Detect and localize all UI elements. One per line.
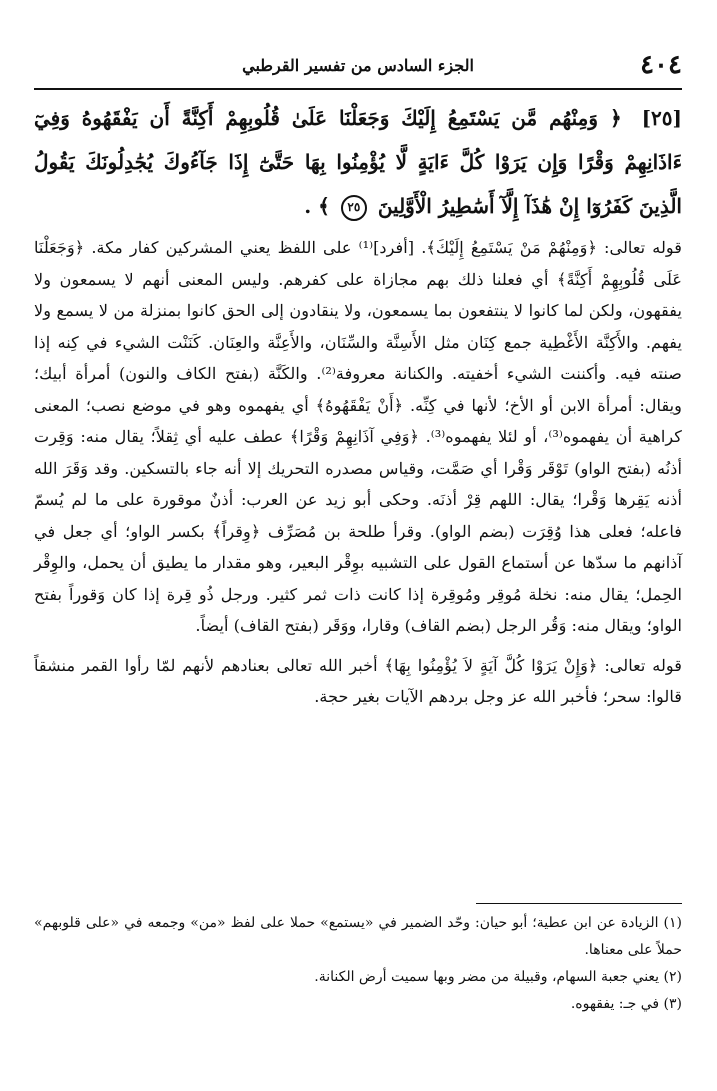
footnotes	[34, 910, 682, 1018]
footnote-divider	[476, 903, 682, 904]
verse-end-marker-icon: ٢٥	[341, 195, 367, 221]
page-number: ٤٠٤	[640, 50, 682, 80]
commentary-paragraph-1: قوله تعالى: ﴿وَمِنْهُمْ مَنْ يَسْتَمِعُ إِلَيْكَ﴾. [أفرد]⁽¹⁾ على اللفظ يعني المشركين كفار مكة. ﴿وَجَعَلْنَا عَلَى قُلُوبِهِمْ أَكِنَّةً﴾ أي فعلنا ذلك بهم مجازاة على كفرهم. وليس المعنى أنهم لا يسمعون ولا يفقهون، ولكن لما كانوا لا ينتفعون بما يسمعون، ولا ينقادون إلى الحق كانوا بمنزلة من لا يسمع ولا يفهم. والأَكِنَّة الأَغْطِية جمع كِنَان مثل الأَسِنَّة والسِّنَان، والأَعِنَّة والعِنَان. كَنَنْت الشيء في كِنه إذا صنته فيه. وأكننت الشيء أخفيته. والكنانة معروفة⁽²⁾. والكَنَّة (بفتح الكاف والنون) أمرأة أبيك؛ ويقال: أمرأة الابن أو الأخ؛ لأنها في كِنِّه. ﴿أَنْ يَفْقَهُوهُ﴾ أي يفهموه وهو في موضع نصب؛ المعنى كراهية أن يفهموه⁽³⁾، أو لئلا يفهموه⁽³⁾. ﴿وَفِي آذَانِهِمْ وَقْرًا﴾ عطف عليه أي ثِقلاً؛ يقال منه: وَقِرت أذنُه (بفتح الواو) تَوْقَر وَقْرا أي صَمَّت، وقياس مصدره التحريك إلا أنه جاء بالتسكين. وقد وَقَرَ الله أذنه يَقِرها وَقْرا؛ يقال: اللهم قِرْ أذنَه. وحكى أبو زيد عن العرب: أذنٌ موقورة على ما لم يُسمّ فاعله؛ فعلى هذا وُقِرَت (بضم الواو). وقرأ طلحة بن مُصَرِّف ﴿وِقراً﴾ بكسر الواو؛ أي جعل في آذانهم ما سدّها عن أستماع القول على التشبيه بوِقْر البعير، وهو مقدار ما يطيق أن يحمل، والوِقْر الحِمل؛ يقال منه: نخلة مُوقِر ومُوقِرة إذا كانت ذات ثمر كثير. ورجل ذُو قِرة إذا كان وَقوراً بفتح الواو؛ ويقال منه: وَقُر الرجل (بضم القاف) وقارا، ووَقَر (بفتح القاف) أيضاً.	[34, 238, 682, 635]
commentary-paragraph-2: قوله تعالى: ﴿وَإِنْ يَرَوْا كُلَّ آيَةٍ لاَ يُؤْمِنُوا بِهَا﴾ أخبر الله تعالى بعنادهم لأنهم لمّا رأوا القمر منشقاً قالوا: سحر؛ فأخبر الله عز وجل بردهم الآيات بغير حجة.	[34, 655, 682, 706]
verse-closing: ﴾ .	[304, 194, 330, 218]
verse-number: [٢٥]	[641, 106, 682, 130]
commentary-body	[34, 232, 682, 721]
quran-verse-block	[34, 96, 682, 228]
running-title: الجزء السادس من تفسير القرطبي	[242, 56, 474, 75]
footnote-3: (٣) في جـ: يفقهوه.	[570, 996, 682, 1012]
footnote-1: (١) الزيادة عن ابن عطية؛ أبو حيان: وحّد الضمير في «يستمع» حملا على لفظ «من» وجمعه في «على قلوبهم» حملاً على معناها.	[34, 915, 682, 958]
page-header	[34, 48, 682, 90]
footnote-2: (٢) يعني جعبة السهام، وقبيلة من مضر وبها سميت أرض الكنانة.	[314, 969, 682, 985]
verse-text: ﴿ وَمِنْهُم مَّن يَسْتَمِعُ إِلَيْكَ وَجَعَلْنَا عَلَىٰ قُلُوبِهِمْ أَكِنَّةً أَن يَفْقَهُوهُ وَفِيٓ ءَاذَانِهِمْ وَقْرًا وَإِن يَرَوْا كُلَّ ءَايَةٍ لَّا يُؤْمِنُوا بِهَا حَتَّىٰٓ إِذَا جَآءُوكَ يُجَٰدِلُونَكَ يَقُولُ الَّذِينَ كَفَرُوٓا إِنْ هَٰذَآ إِلَّآ أَسَٰطِيرُ الْأَوَّلِينَ	[34, 106, 682, 218]
